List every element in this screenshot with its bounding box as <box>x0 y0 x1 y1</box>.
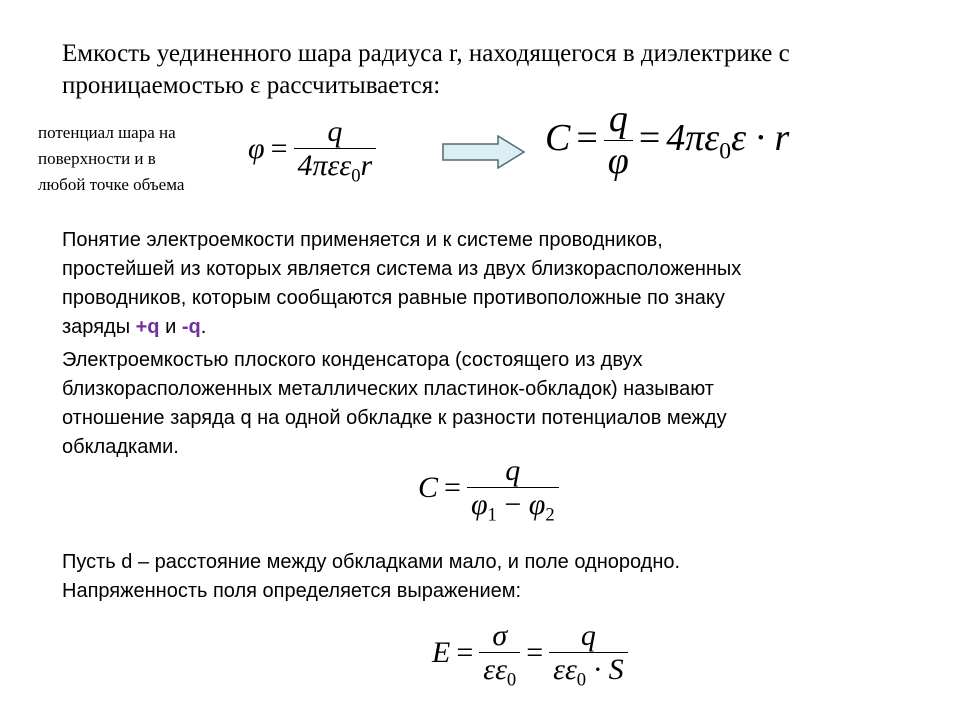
formula-c-numerator: q <box>608 98 628 140</box>
formula-cap-phi1-sub: 1 <box>487 504 497 525</box>
formula-phi-numerator: q <box>327 115 343 148</box>
formula-e-fraction-1 <box>479 620 520 690</box>
formula-phi-den-main: 4πεε <box>297 148 352 182</box>
formula-capacitor <box>418 455 559 525</box>
formula-field-strength <box>432 620 628 690</box>
para1-line-4 <box>62 313 922 342</box>
paragraph-system-concept <box>62 226 922 342</box>
para2-line-2: близкорасположенных металлических пластинок-обкладок) называют <box>62 378 714 400</box>
note-line-1: потенциал шара на <box>38 123 176 142</box>
potential-note <box>38 120 184 198</box>
formula-c-fraction <box>604 100 633 183</box>
formula-phi-denominator <box>294 148 377 187</box>
note-line-3: любой точке объема <box>38 175 185 194</box>
arrow-right-icon <box>442 135 526 169</box>
formula-e-fraction-2 <box>549 620 627 690</box>
para2-line-3: отношение заряда q на одной обкладке к разности потенциалов между <box>62 407 727 429</box>
formula-e-den1-sub: 0 <box>506 669 517 690</box>
para1-line-1: Понятие электроемкости применяется и к системе проводников, <box>62 229 663 251</box>
charge-minus-q: -q <box>181 316 201 338</box>
paragraph-field-strength <box>62 548 922 606</box>
formula-cap-phi2: φ <box>528 487 546 521</box>
formula-e-den2-tail: · S <box>586 652 624 686</box>
formula-e-denominator-2 <box>549 652 627 691</box>
formula-phi-eq: = <box>270 132 288 166</box>
para1-line4-end: . <box>200 316 207 338</box>
formula-cap-lhs: C <box>418 471 439 505</box>
para3-line-2: Напряженность поля определяется выражением: <box>62 580 522 602</box>
intro-line-2: проницаемостью ε рассчитывается: <box>62 72 441 99</box>
formula-e-eq2: = <box>526 636 544 670</box>
formula-phi-lhs: φ <box>248 132 265 166</box>
intro-line-1: Емкость уединенного шара радиуса r, находящегося в диэлектрике с <box>62 40 790 67</box>
formula-c-lhs: C <box>545 117 571 160</box>
formula-e-den1-main: εε <box>483 652 507 686</box>
formula-e-denominator-1 <box>479 652 520 691</box>
formula-cap-phi1: φ <box>470 487 488 521</box>
formula-e-lhs: E <box>432 636 451 670</box>
formula-cap-phi2-sub: 2 <box>545 504 555 525</box>
formula-e-den2-sub: 0 <box>576 669 587 690</box>
para3-line-1: Пусть d – расстояние между обкладками мало, и поле однородно. <box>62 551 681 573</box>
formula-c-eq1: = <box>576 117 598 160</box>
formula-cap-minus: − <box>496 487 529 521</box>
para2-line-4: обкладками. <box>62 436 179 458</box>
formula-cap-eq: = <box>444 471 461 505</box>
formula-e-eq1: = <box>456 636 474 670</box>
charge-plus-q: +q <box>135 316 160 338</box>
formula-e-numerator-1: σ <box>492 619 508 652</box>
para1-line4-mid: и <box>159 316 182 338</box>
formula-e-numerator-2: q <box>580 619 596 652</box>
formula-c-rhs: 4πε <box>666 117 720 160</box>
formula-cap-numerator: q <box>505 454 521 487</box>
formula-sphere-capacitance <box>545 100 789 183</box>
formula-potential <box>248 116 376 186</box>
formula-cap-fraction <box>467 455 559 525</box>
para1-line4-start: заряды <box>62 316 136 338</box>
formula-c-rhs-tail: ε · r <box>731 117 790 160</box>
para1-line-2: простейшей из которых является система из двух близкорасположенных <box>62 258 742 280</box>
formula-c-rhs-sub: 0 <box>719 138 732 165</box>
formula-phi-fraction <box>294 116 377 186</box>
formula-phi-den-sub: 0 <box>351 165 361 186</box>
formula-cap-denominator <box>467 487 559 526</box>
paragraph-capacitor-definition <box>62 346 922 462</box>
intro-text <box>62 38 922 102</box>
para2-line-1: Электроемкостью плоского конденсатора (состоящего из двух <box>62 349 643 371</box>
para1-line-3: проводников, которым сообщаются равные противоположные по знаку <box>62 287 725 309</box>
formula-phi-den-tail: r <box>360 148 373 182</box>
formula-e-den2-main: εε <box>553 652 577 686</box>
formula-c-denominator: φ <box>604 140 633 183</box>
formula-c-eq2: = <box>638 117 661 160</box>
note-line-2: поверхности и в <box>38 149 156 168</box>
